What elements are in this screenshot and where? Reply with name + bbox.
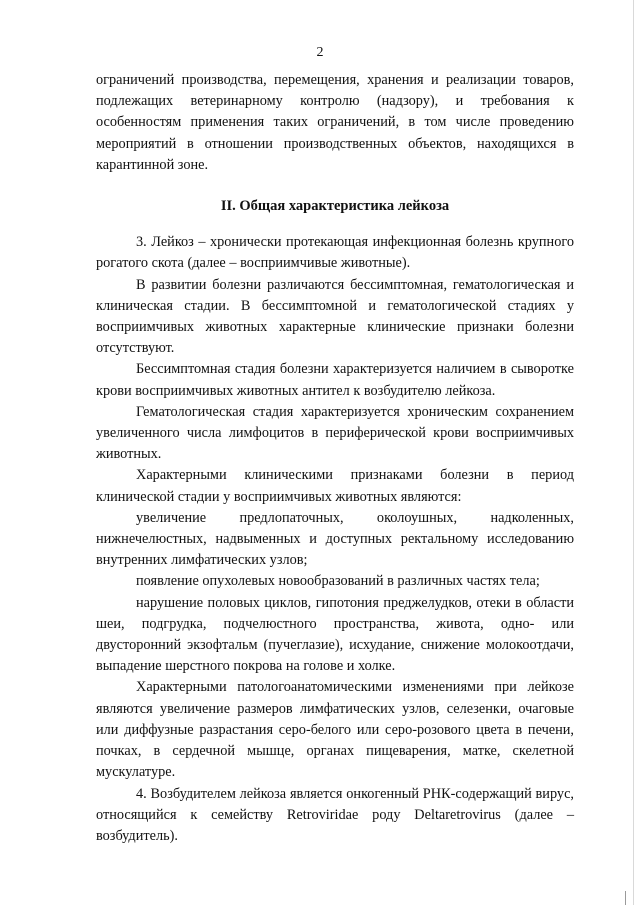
paragraph-clinical-sign-disorders: нарушение половых циклов, гипотония преджелудков, отеки в области шеи, подгрудка, подчелюстного пространства, живота, одно- или двусторонний экзофтальм (пучеглазие), исхудание, снижение молокоотдачи, выпадение шерстного покрова на голове и холке. [96, 594, 574, 675]
paragraph-pathogen: 4. Возбудителем лейкоза является онкогенный РНК-содержащий вирус, относящийся к семейству Retroviridae роду Deltaretrovirus (далее – возбудитель). [96, 785, 574, 844]
intro-paragraph: ограничений производства, перемещения, хранения и реализации товаров, подлежащих ветеринарному контролю (надзору), и требования к особенностям применения таких ограничений, в том числе проведению мероприятий в отношении производственных объектов, находящихся в карантинной зоне. [96, 72, 574, 173]
document-body [96, 70, 574, 847]
paragraph-hematological-stage: Гематологическая стадия характеризуется хроническим сохранением увеличенного числа лимфоцитов в периферической крови восприимчивых животных. [96, 403, 574, 463]
scan-corner-mark [625, 891, 640, 905]
paragraph-pathological-changes: Характерными патологоанатомическими изменениями при лейкозе являются увеличение размеров лимфатических узлов, селезенки, очаговые или диффузные разрастания серо-белого или серо-розового цвета в печени, почках, в сердечной мышце, органах пищеварения, матке, скелетной мускулатуре. [96, 679, 574, 781]
paragraph-definition: 3. Лейкоз – хронически протекающая инфекционная болезнь крупного рогатого скота (далее – восприимчивые животные). [96, 234, 574, 272]
page-number: 2 [316, 45, 324, 60]
section-title: II. Общая характеристика лейкоза [220, 198, 450, 215]
paragraph-clinical-sign-lymph-nodes: увеличение предлопаточных, околоушных, надколенных, нижнечелюстных, надвыменных и доступных ректальному исследованию внутренних лимфатических узлов; [96, 509, 574, 569]
paragraph-clinical-sign-tumors: появление опухолевых новообразований в различных частях тела; [136, 573, 540, 590]
paragraph-asymptomatic-stage: Бессимптомная стадия болезни характеризуется наличием в сыворотке крови восприимчивых животных антител к возбудителю лейкоза. [96, 361, 574, 399]
scan-edge [633, 0, 634, 905]
paragraph-stages: В развитии болезни различаются бессимптомная, гематологическая и клиническая стадии. В бессимптомной и гематологической стадиях у восприимчивых животных характерные клинические признаки болезни отсутствуют. [96, 276, 574, 357]
paragraph-clinical-signs-intro: Характерными клиническими признаками болезни в период клинической стадии у восприимчивых животных являются: [96, 467, 574, 505]
